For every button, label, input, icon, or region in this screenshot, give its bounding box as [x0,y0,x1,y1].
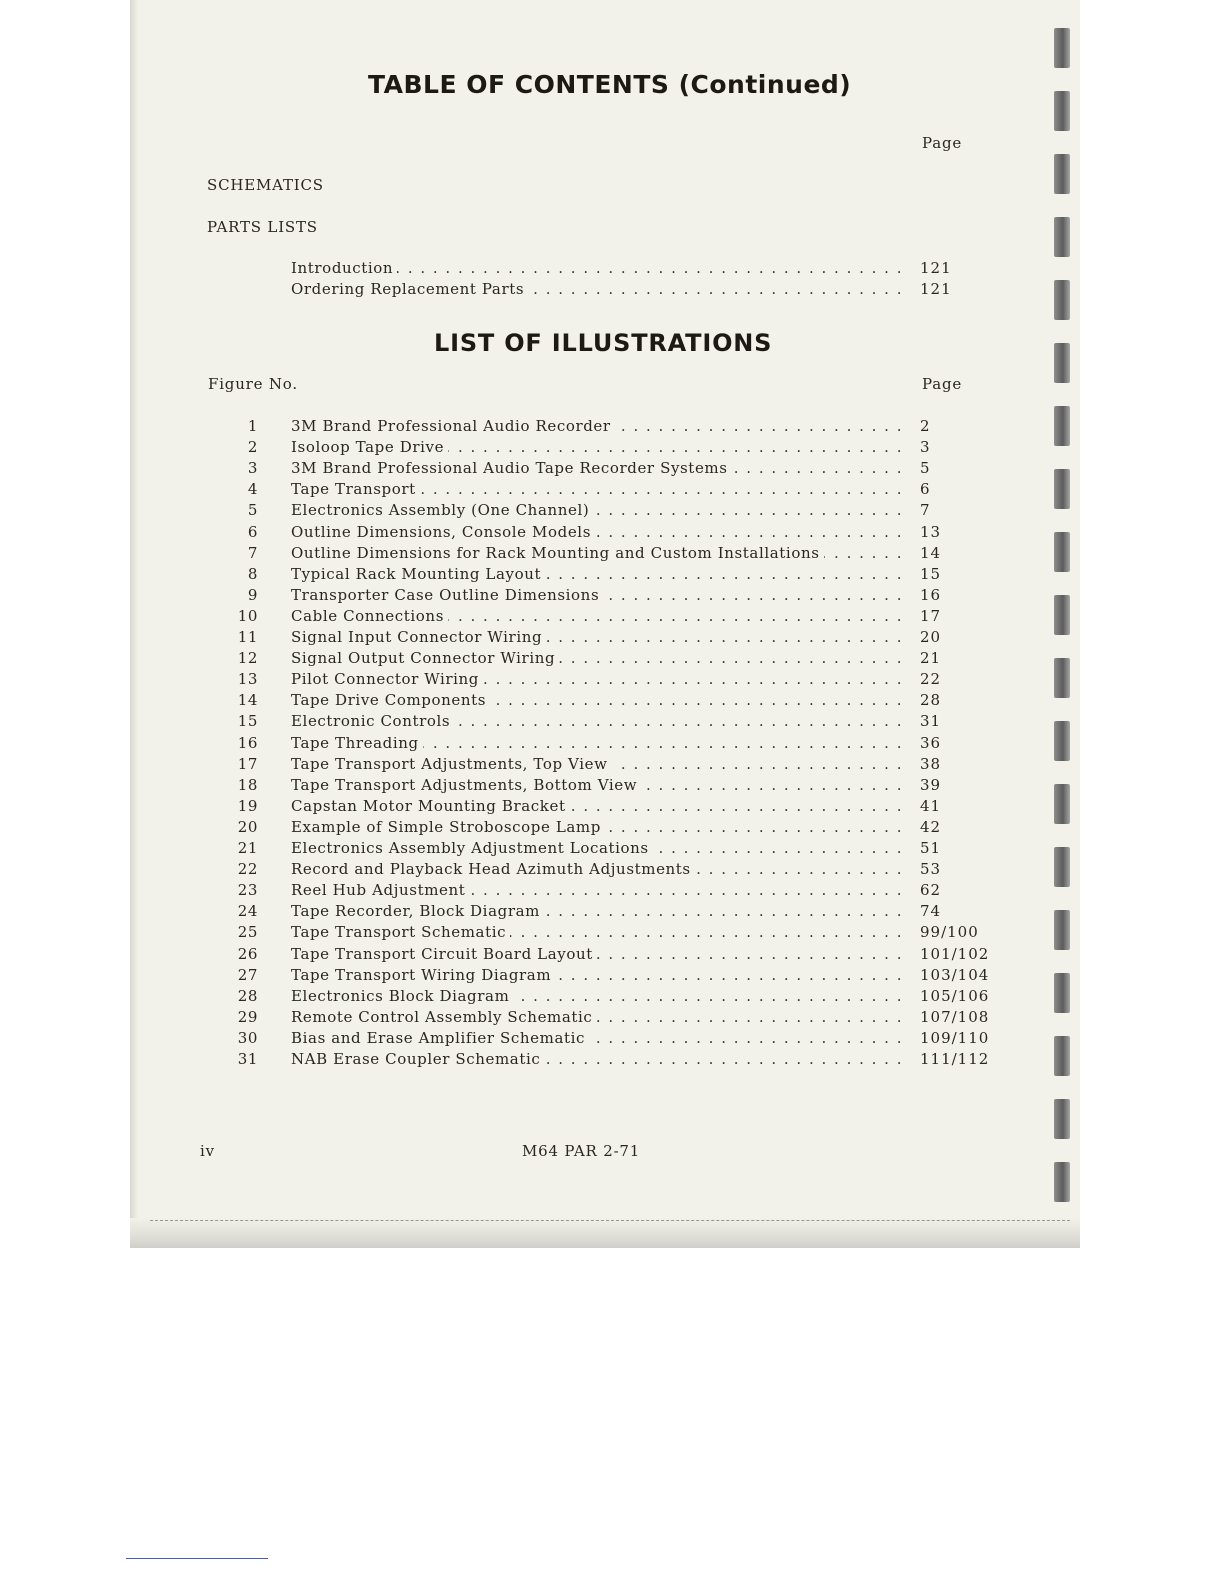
figure-title: Signal Input Connector Wiring . . . [291,627,903,648]
figure-title: Tape Recorder, Block Diagram . . . [291,901,903,922]
figure-number: 24 [237,902,258,920]
figure-number: 9 [247,586,258,604]
toc-page-column-label: Page [922,134,963,152]
figure-number: 10 [237,607,258,625]
figure-title: Signal Output Connector Wiring . . . [291,648,903,669]
figure-title: Tape Transport Schematic . . . [291,922,903,943]
figure-title: Tape Transport Adjustments, Top View . . . [291,754,903,775]
footer-page-number: iv [200,1142,215,1160]
figure-number: 4 [247,480,258,498]
figure-title: Outline Dimensions, Console Models . . . [291,522,903,543]
figure-number: 6 [247,523,258,541]
figure-number: 29 [237,1008,258,1026]
figure-title: Tape Transport Adjustments, Bottom View . . . [291,775,903,796]
figure-title: NAB Erase Coupler Schematic . . . [291,1049,903,1070]
figure-title: Electronic Controls . . . [291,711,903,732]
figure-title: Isoloop Tape Drive . . . [291,437,903,458]
bottom-link-underline [126,1558,268,1559]
figure-title: Tape Drive Components . . . [291,690,903,711]
figure-page: 107/108 [920,1008,990,1026]
binder-hole [1054,469,1070,509]
binder-hole [1054,280,1070,320]
figure-page: 36 [920,734,942,752]
figure-page: 21 [920,649,942,667]
figure-title: 3M Brand Professional Audio Tape Recorder Systems . . . [291,458,903,479]
figure-number: 18 [237,776,258,794]
figure-page: 16 [920,586,942,604]
binder-hole [1054,91,1070,131]
figure-page: 99/100 [920,923,979,941]
figure-title: Electronics Assembly Adjustment Locations . . . [291,838,903,859]
toc-entry-page: 121 [920,259,952,277]
binder-hole [1054,658,1070,698]
illustrations-title: LIST OF ILLUSTRATIONS [434,329,773,357]
toc-entry-page: 121 [920,280,952,298]
binder-hole [1054,217,1070,257]
footer-doc-code: M64 PAR 2-71 [522,1142,641,1160]
figure-page: 41 [920,797,942,815]
figure-number: 17 [237,755,258,773]
figure-page: 14 [920,544,942,562]
binder-hole [1054,1162,1070,1202]
illustrations-page-column-label: Page [922,375,963,393]
binder-holes [1050,28,1080,1218]
figure-page: 13 [920,523,942,541]
figure-number: 28 [237,987,258,1005]
toc-entry-title: Ordering Replacement Parts . . . [291,279,903,300]
figure-title: Transporter Case Outline Dimensions . . . [291,585,903,606]
figure-number: 27 [237,966,258,984]
figure-number: 21 [237,839,258,857]
figure-page: 17 [920,607,942,625]
binder-hole [1054,154,1070,194]
figure-title: Cable Connections . . . [291,606,903,627]
figure-number: 12 [237,649,258,667]
figure-number: 5 [247,501,258,519]
binder-hole [1054,406,1070,446]
binder-hole [1054,973,1070,1013]
binder-hole [1054,595,1070,635]
figure-title: Typical Rack Mounting Layout . . . [291,564,903,585]
figure-title: Capstan Motor Mounting Bracket . . . [291,796,903,817]
binder-hole [1054,784,1070,824]
figure-page: 6 [920,480,931,498]
figure-page: 7 [920,501,931,519]
figure-number: 13 [237,670,258,688]
figure-page: 28 [920,691,942,709]
figure-page: 103/104 [920,966,990,984]
figure-number: 25 [237,923,258,941]
figure-page: 39 [920,776,942,794]
figure-page: 42 [920,818,942,836]
figure-title: Outline Dimensions for Rack Mounting and Custom Installations . . . [291,543,903,564]
figure-number: 19 [237,797,258,815]
figure-title: Bias and Erase Amplifier Schematic . . . [291,1028,903,1049]
toc-parts-lists-heading: PARTS LISTS [207,218,318,236]
figure-page: 111/112 [920,1050,990,1068]
figure-number: 30 [237,1029,258,1047]
figure-title: Record and Playback Head Azimuth Adjustments . . . [291,859,903,880]
figure-page: 20 [920,628,942,646]
page-bottom-rule [150,1220,1070,1222]
figure-page: 2 [920,417,931,435]
figure-title: Remote Control Assembly Schematic . . . [291,1007,903,1028]
binder-hole [1054,847,1070,887]
page-left-shadow [130,0,138,1248]
figure-number: 7 [247,544,258,562]
figure-page: 15 [920,565,942,583]
figure-number: 11 [237,628,258,646]
toc-title: TABLE OF CONTENTS (Continued) [368,70,852,99]
figure-title: Electronics Block Diagram . . . [291,986,903,1007]
figure-page: 105/106 [920,987,990,1005]
figure-title: Example of Simple Stroboscope Lamp . . . [291,817,903,838]
figure-page: 5 [920,459,931,477]
figure-number: 16 [237,734,258,752]
figure-page: 3 [920,438,931,456]
figure-number: 26 [237,945,258,963]
figure-page: 53 [920,860,942,878]
figure-number: 22 [237,860,258,878]
figure-title: Tape Transport . . . [291,479,903,500]
figure-title: Electronics Assembly (One Channel) . . . [291,500,903,521]
figure-title: Tape Transport Circuit Board Layout . . . [291,944,903,965]
figure-title: Reel Hub Adjustment . . . [291,880,903,901]
figure-title: Tape Threading . . . [291,733,903,754]
figure-number: 23 [237,881,258,899]
page-bottom-shadow [130,1218,1080,1248]
figure-page: 51 [920,839,942,857]
figure-number: 3 [247,459,258,477]
figure-number: 14 [237,691,258,709]
figure-page: 74 [920,902,942,920]
figure-page: 31 [920,712,942,730]
figure-title: 3M Brand Professional Audio Recorder . . . [291,416,903,437]
figure-title: Pilot Connector Wiring . . . [291,669,903,690]
figure-page: 38 [920,755,942,773]
figure-page: 109/110 [920,1029,990,1047]
figure-page: 101/102 [920,945,990,963]
figure-number: 20 [237,818,258,836]
binder-hole [1054,343,1070,383]
figure-number: 1 [247,417,258,435]
figure-number: 8 [247,565,258,583]
binder-hole [1054,1036,1070,1076]
figure-number: 2 [247,438,258,456]
binder-hole [1054,910,1070,950]
figure-page: 62 [920,881,942,899]
toc-entry-title: Introduction . . . [291,258,903,279]
binder-hole [1054,532,1070,572]
figure-number: 31 [237,1050,258,1068]
figure-title: Tape Transport Wiring Diagram . . . [291,965,903,986]
figure-number: 15 [237,712,258,730]
toc-schematics-heading: SCHEMATICS [207,176,324,194]
binder-hole [1054,28,1070,68]
figure-number-column-label: Figure No. [208,375,298,393]
figure-page: 22 [920,670,942,688]
binder-hole [1054,1099,1070,1139]
binder-hole [1054,721,1070,761]
